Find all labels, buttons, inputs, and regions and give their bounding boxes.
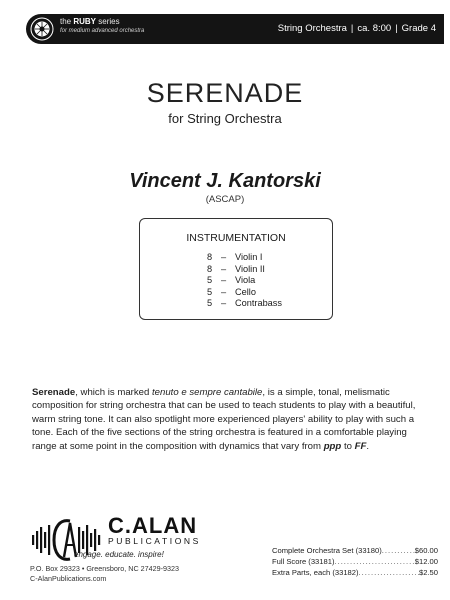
- price-item: Complete Orchestra Set (33180): [272, 546, 382, 555]
- instrument-dash: –: [221, 298, 227, 309]
- series-prefix: the: [60, 17, 74, 26]
- price-row: [272, 567, 438, 578]
- notes-text: .: [366, 440, 370, 452]
- instrument-row: [207, 264, 282, 276]
- dot-leader: [359, 567, 419, 578]
- website-line: C-AlanPublications.com: [30, 573, 107, 583]
- notes-title-word: Serenade: [32, 387, 76, 398]
- instrument-row: [207, 275, 282, 287]
- dot-leader: [382, 545, 415, 556]
- price-list: [272, 545, 438, 578]
- instrument-name: Cello: [235, 286, 256, 297]
- instrument-dash: –: [221, 286, 227, 297]
- instrumentation-list: [207, 252, 282, 310]
- grade-label: Grade 4: [401, 23, 436, 34]
- meta-separator: |: [395, 23, 398, 34]
- price-item: Full Score (33181): [272, 557, 335, 566]
- publisher-tagline: engage. educate. inspire!: [74, 550, 164, 559]
- instrumentation-heading: INSTRUMENTATION: [186, 232, 286, 244]
- program-notes: [32, 386, 430, 453]
- series-suffix: series: [96, 17, 120, 26]
- meta-separator: |: [350, 23, 354, 34]
- publisher-address: [30, 564, 179, 583]
- ensemble-label: String Orchestra: [277, 23, 347, 34]
- composer-affiliation: (ASCAP): [205, 194, 245, 205]
- instrument-dash: –: [221, 252, 227, 262]
- instrument-count: 5: [207, 286, 213, 297]
- price-item: Extra Parts, each (33182): [272, 568, 359, 577]
- instrument-row: [207, 252, 282, 264]
- instrument-count: 5: [207, 298, 213, 309]
- address-line: P.O. Box 29323 • Greensboro, NC 27429-9323: [30, 564, 180, 573]
- price-value: $60.00: [414, 546, 438, 555]
- series-header-bar: [26, 14, 444, 44]
- instrument-dash: –: [221, 275, 227, 286]
- piece-subtitle: for String Orchestra: [168, 111, 282, 126]
- instrument-row: [207, 298, 282, 310]
- notes-text: to: [341, 440, 355, 452]
- instrument-count: 5: [207, 275, 213, 286]
- publisher-name: C.ALAN: [108, 513, 198, 538]
- price-row: [272, 556, 438, 567]
- price-row: [272, 545, 438, 556]
- series-name: RUBY: [73, 17, 97, 26]
- price-value: $2.50: [418, 568, 438, 577]
- instrument-name: Contrabass: [235, 298, 282, 309]
- instrument-row: [207, 287, 282, 299]
- notes-text: , which is marked: [75, 387, 152, 398]
- instrumentation-box: [139, 218, 333, 320]
- notes-dynamic-high: FF: [354, 440, 367, 452]
- header-meta: [278, 23, 436, 34]
- instrument-count: 8: [207, 252, 213, 262]
- price-value: $12.00: [414, 557, 438, 566]
- series-tagline: for medium advanced orchestra: [60, 28, 145, 34]
- series-label: [60, 18, 144, 34]
- notes-dynamic-low: ppp: [323, 440, 342, 452]
- instrument-count: 8: [207, 263, 213, 274]
- notes-text: , is a simple, tonal, melismatic composition for string orchestra that can be used to teach students to play with a beautiful, warm string tone. It can also spotlight more experienced players' ability to play with such a tone. Each of the five sections of the string orchestra is featured in a comfortable playing range at some point in the composition with dynamics that vary from: [32, 387, 416, 452]
- instrument-name: Viola: [235, 275, 256, 286]
- notes-marking: tenuto e sempre cantabile: [151, 387, 263, 398]
- publisher-sub: PUBLICATIONS: [108, 536, 201, 546]
- ruby-series-badge-icon: [30, 17, 54, 41]
- instrument-name: Violin II: [235, 263, 265, 274]
- composer-name: Vincent J. Kantorski: [129, 170, 321, 192]
- instrument-dash: –: [221, 263, 227, 274]
- dot-leader: [334, 556, 414, 567]
- duration-label: ca. 8:00: [357, 23, 392, 34]
- instrument-name: Violin I: [235, 252, 263, 262]
- piece-title: SERENADE: [146, 78, 304, 108]
